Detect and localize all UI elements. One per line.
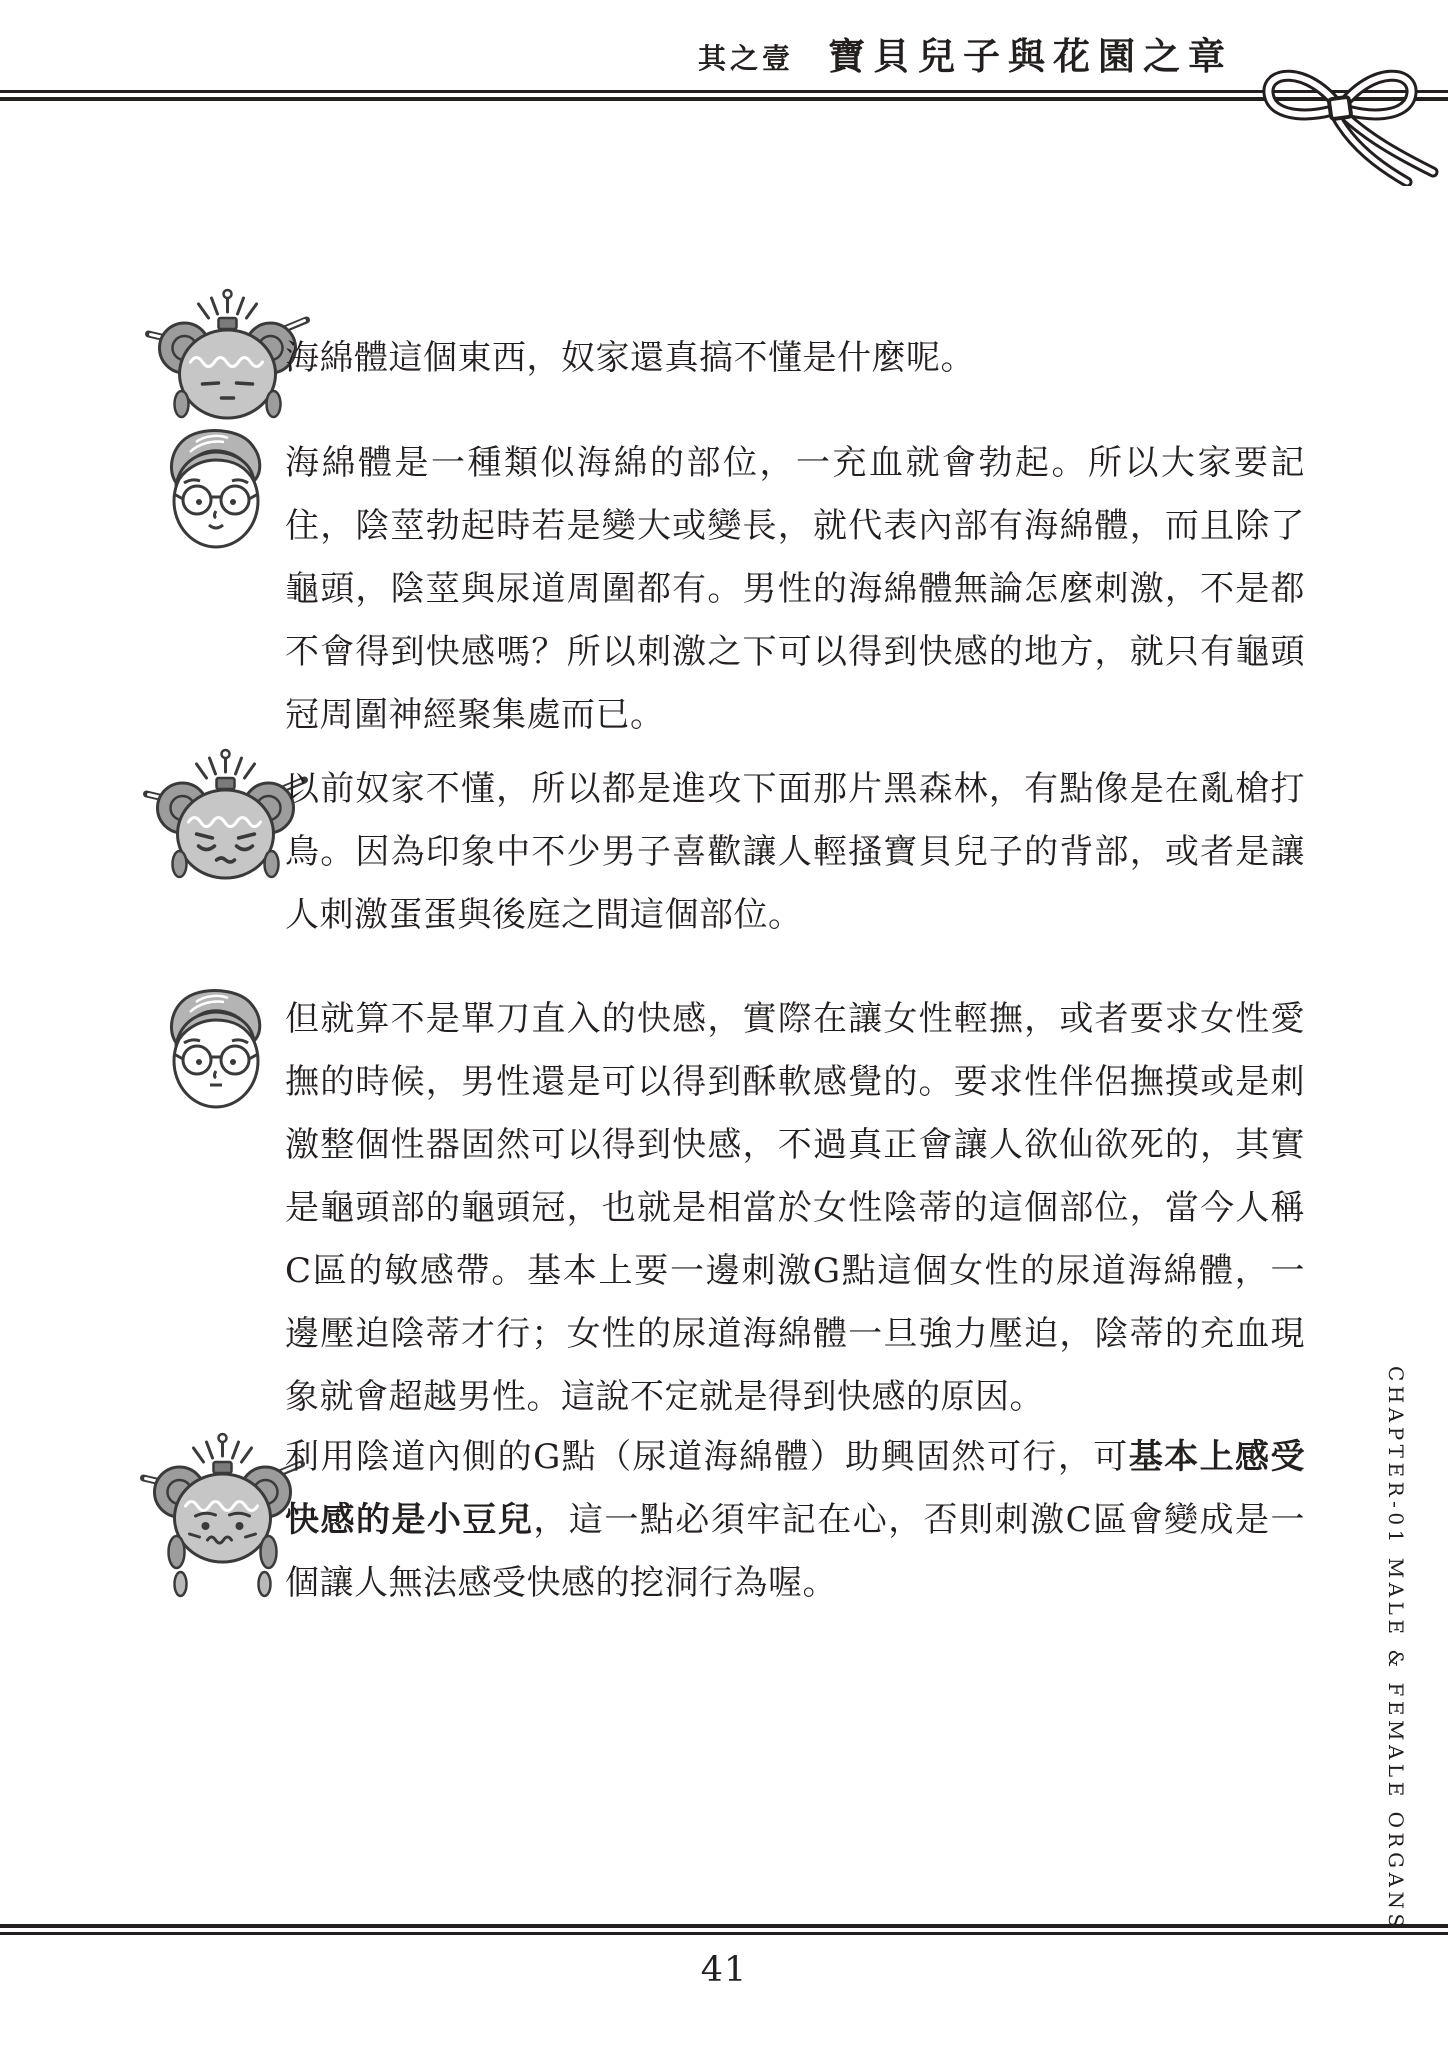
dialog-text: 但就算不是單刀直入的快感，實際在讓女性輕撫，或者要求女性愛撫的時候，男性還是可以得到酥軟感覺的。要求性伴侶撫摸或是刺激整個性器固然可以得到快感，不過真正會讓人欲仙欲死的，其實是龜頭部的龜頭冠，也就是相當於女性陰蒂的這個部位，當今人稱C區的敏感帶。基本上要一邊刺激G點這個女性的尿道海綿體，一邊壓迫陰蒂才行；女性的尿道海綿體一旦強力壓迫，陰蒂的充血現象就會超越男性。這說不定就是得到快感的原因。 — [285, 999, 1305, 1417]
chapter-heading — [698, 26, 1233, 80]
chapter-title: 寶貝兒子與花園之章 — [828, 36, 1233, 77]
header-rule — [0, 90, 1448, 101]
dialog-text: 海綿體這個東西，奴家還真搞不懂是什麼呢。 — [285, 338, 975, 378]
page-number: 41 — [700, 1950, 748, 1990]
doctor-avatar — [150, 422, 285, 554]
chapter-number-label: 其之壹 — [697, 43, 794, 74]
chapter-side-label: CHAPTER-01 MALE & FEMALE ORGANS — [1384, 1366, 1408, 1932]
dialog-text: 海綿體是一種類似海綿的部位，一充血就會勃起。所以大家要記住，陰莖勃起時若是變大或變長，就代表內部有海綿體，而且除了龜頭，陰莖與尿道周圍都有。男性的海綿體無論怎麼刺激，不是都不會得到快感嗎？所以刺激之下可以得到快感的地方，就只有龜頭冠周圍神經聚集處而已。 — [285, 443, 1305, 735]
dialog-text: 以前奴家不懂，所以都是進攻下面那片黑森林，有點像是在亂槍打鳥。因為印象中不少男子喜歡讓人輕搔寶貝兒子的背部，或者是讓人刺激蛋蛋與後庭之間這個部位。 — [285, 769, 1305, 935]
footer-rule — [0, 1924, 1448, 1935]
empress-avatar — [135, 1432, 310, 1617]
mizuhiki-bow-icon — [1245, 46, 1440, 186]
dialog-text: 利用陰道內側的G點（尿道海綿體）助興固然可行，可基本上感受快感的是小豆兒，這一點必須牢記在心，否則刺激C區會變成是一個讓人無法感受快感的挖洞行為喔。 — [285, 1437, 1306, 1603]
doctor-avatar — [150, 982, 285, 1114]
